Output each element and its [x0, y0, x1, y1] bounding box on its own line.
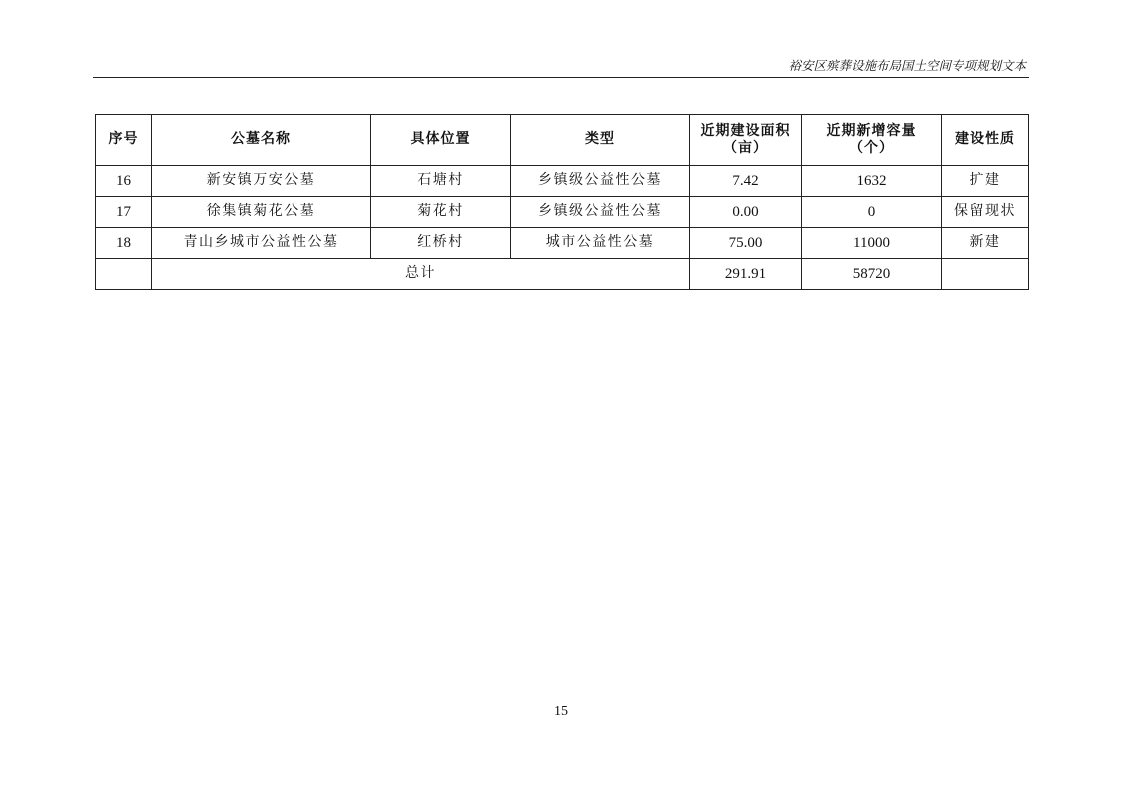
cell-total-nature-empty	[942, 259, 1029, 290]
column-header-nature: 建设性质	[942, 115, 1029, 166]
cell-location: 菊花村	[371, 197, 511, 228]
table-row	[96, 228, 1029, 259]
cell-capacity: 11000	[802, 228, 942, 259]
table-total-row	[96, 259, 1029, 290]
column-header-capacity: 近期新增容量 （个）	[802, 115, 942, 166]
cell-area: 75.00	[690, 228, 802, 259]
cell-capacity: 0	[802, 197, 942, 228]
column-header-name: 公墓名称	[152, 115, 371, 166]
cell-total-empty	[96, 259, 152, 290]
cell-name: 徐集镇菊花公墓	[152, 197, 371, 228]
cemetery-table	[95, 114, 1029, 290]
cell-no: 16	[96, 166, 152, 197]
cell-total-label: 总计	[152, 259, 690, 290]
document-header-title: 裕安区殡葬设施布局国土空间专项规划文本	[788, 58, 1026, 73]
cell-total-area: 291.91	[690, 259, 802, 290]
cell-type: 乡镇级公益性公墓	[511, 197, 690, 228]
cell-name: 青山乡城市公益性公墓	[152, 228, 371, 259]
cell-nature: 扩建	[942, 166, 1029, 197]
table-row	[96, 166, 1029, 197]
cell-no: 17	[96, 197, 152, 228]
column-header-type: 类型	[511, 115, 690, 166]
cell-capacity: 1632	[802, 166, 942, 197]
column-header-location: 具体位置	[371, 115, 511, 166]
header-divider	[93, 77, 1029, 78]
page-number: 15	[554, 704, 568, 719]
cell-type: 城市公益性公墓	[511, 228, 690, 259]
table-header-row	[96, 115, 1029, 166]
column-header-area: 近期建设面积 （亩）	[690, 115, 802, 166]
cell-nature: 保留现状	[942, 197, 1029, 228]
cell-no: 18	[96, 228, 152, 259]
cell-area: 7.42	[690, 166, 802, 197]
column-header-no: 序号	[96, 115, 152, 166]
cell-area: 0.00	[690, 197, 802, 228]
cell-total-capacity: 58720	[802, 259, 942, 290]
cell-name: 新安镇万安公墓	[152, 166, 371, 197]
cell-location: 石塘村	[371, 166, 511, 197]
table-row	[96, 197, 1029, 228]
cell-nature: 新建	[942, 228, 1029, 259]
cell-type: 乡镇级公益性公墓	[511, 166, 690, 197]
cell-location: 红桥村	[371, 228, 511, 259]
